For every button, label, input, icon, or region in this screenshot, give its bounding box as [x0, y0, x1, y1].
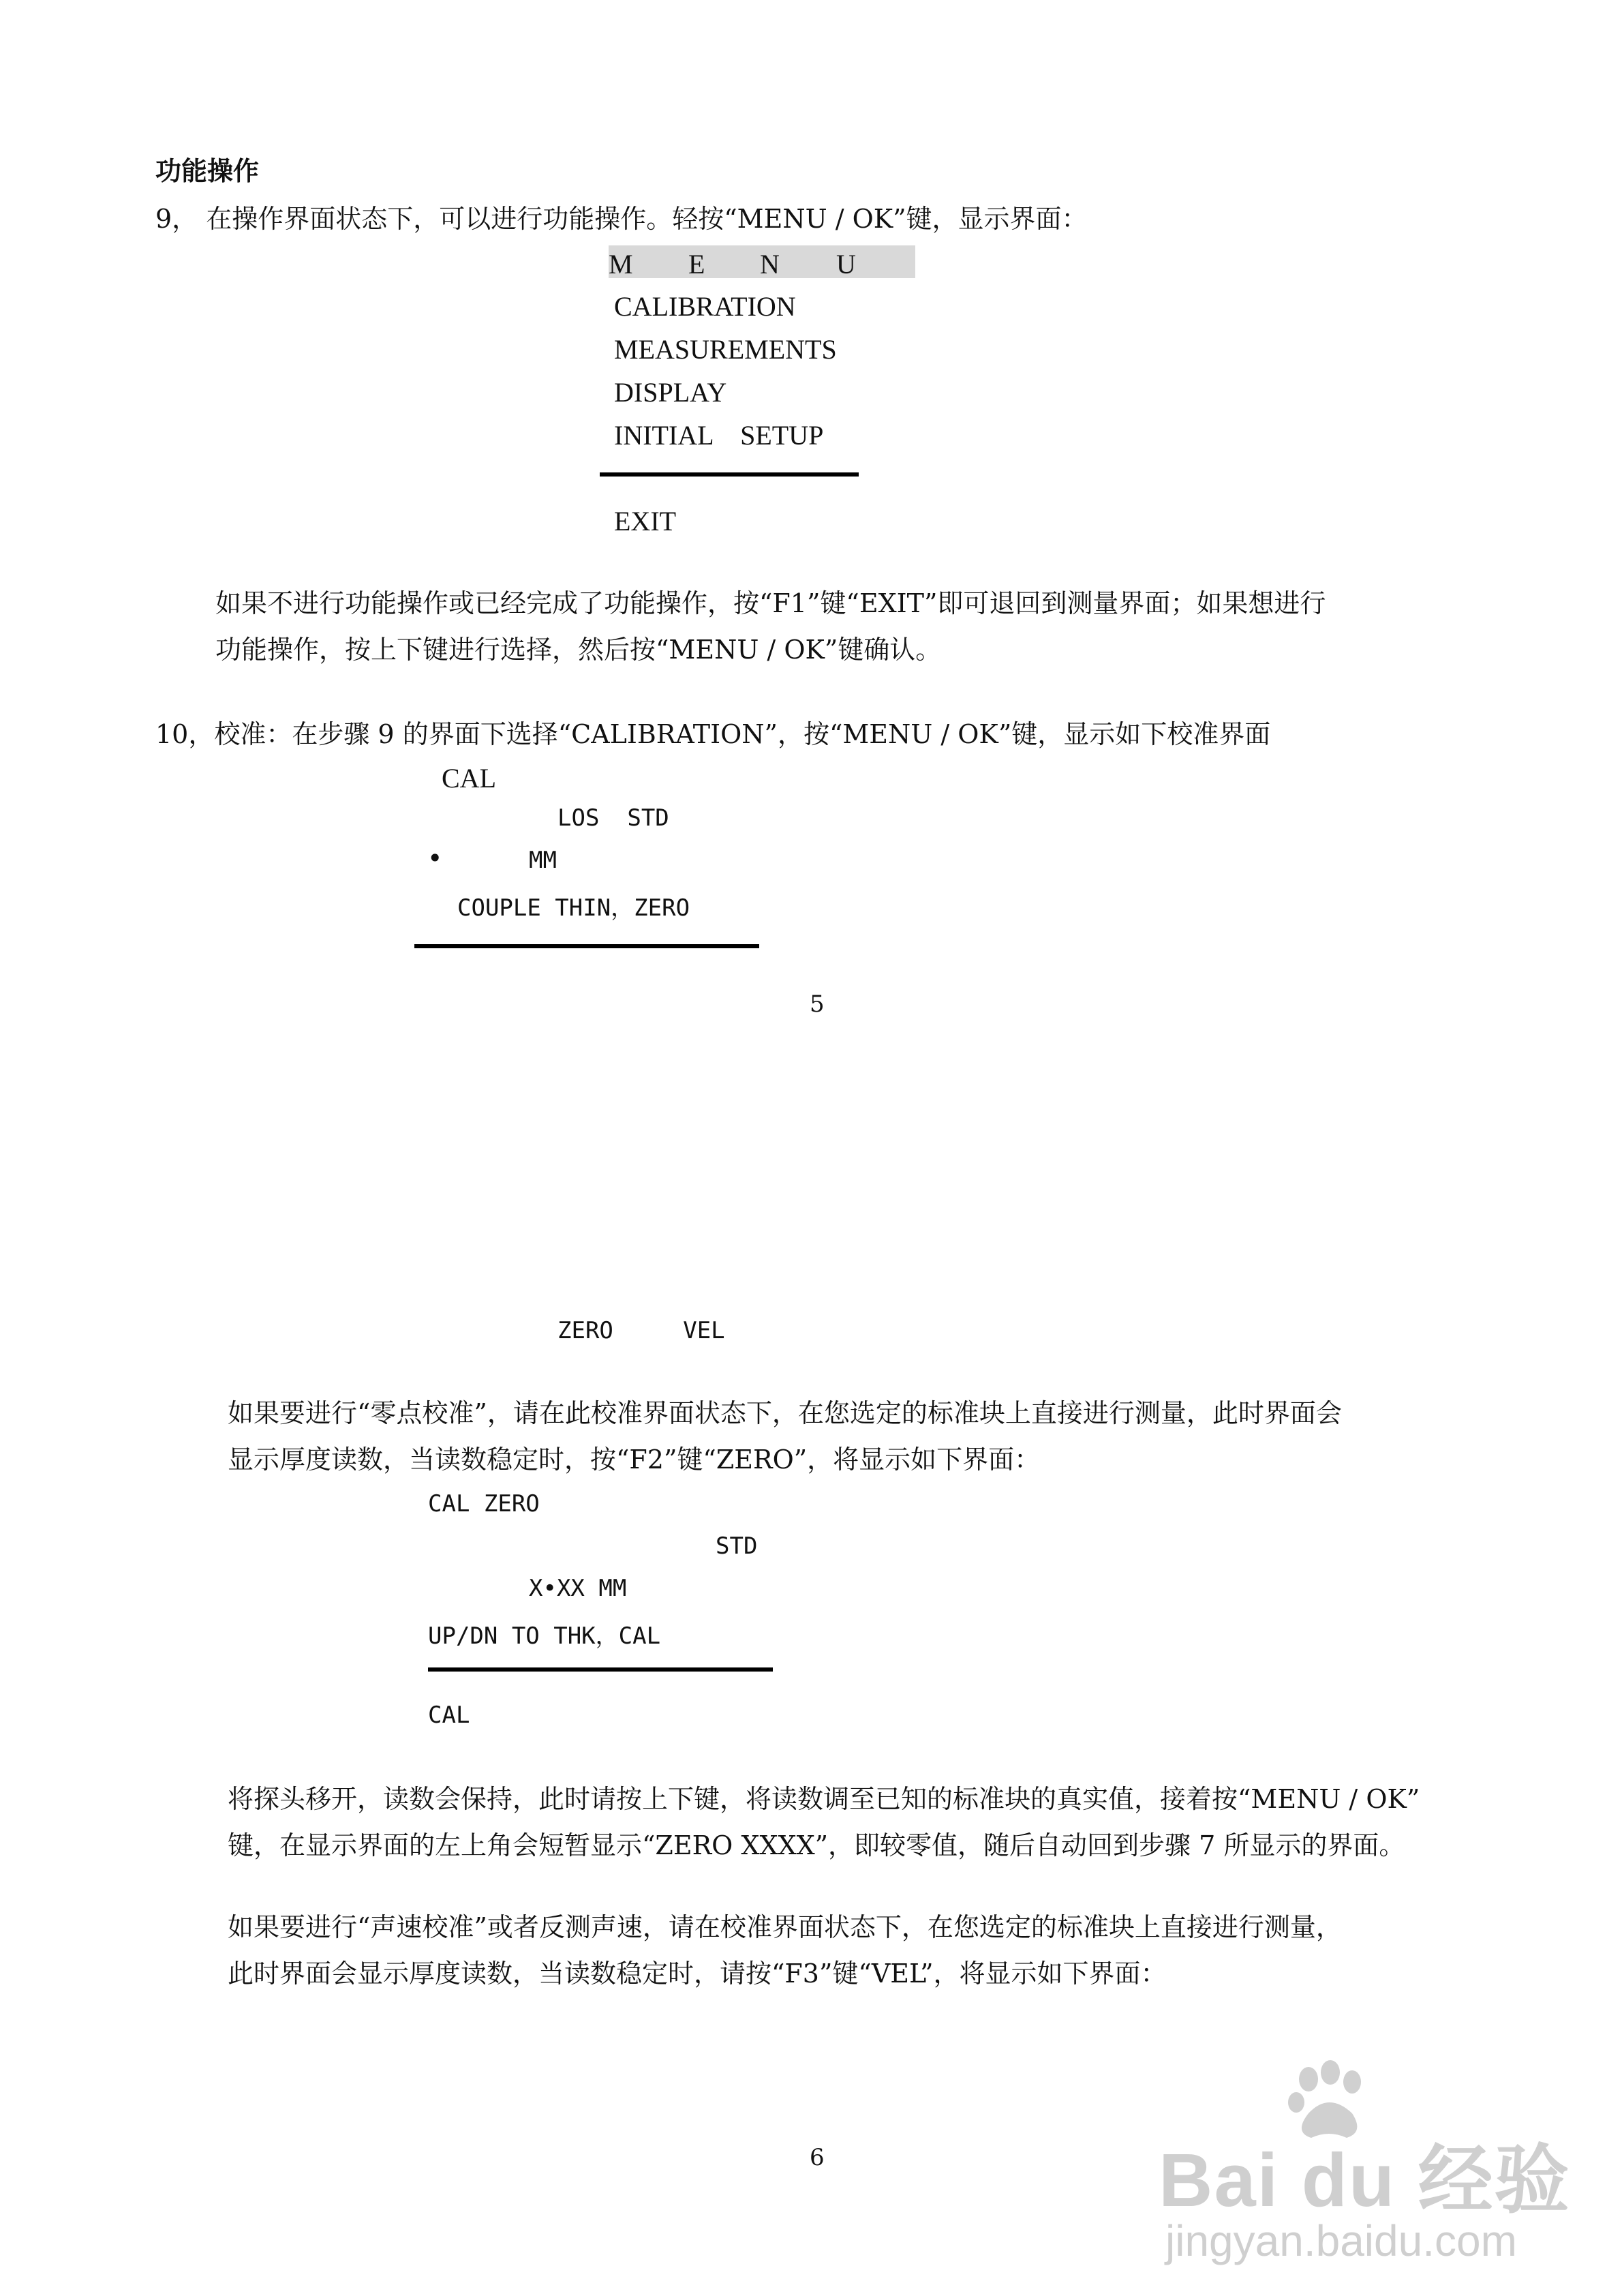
probe-paragraph-line1: 将探头移开，读数会保持，此时请按上下键，将读数调至已知的标准块的真实值，接着按“MENU / OK”	[228, 1784, 1420, 1814]
menu-item-measurements[interactable]: MEASUREMENTS	[614, 334, 837, 365]
exit-paragraph-line1: 如果不进行功能操作或已经完成了功能操作，按“F1”键“EXIT”即可退回到测量界面；如果想进行	[215, 588, 1326, 618]
cal-zero-instruction: UP/DN TO THK，CAL	[428, 1622, 661, 1650]
cal-zero-std: STD	[716, 1532, 758, 1560]
menu-item-initial-setup[interactable]: INITIAL SETUP	[614, 420, 824, 451]
exit-paragraph-line2: 功能操作，按上下键进行选择，然后按“MENU / OK”键确认。	[215, 635, 942, 665]
vel-paragraph-line1: 如果要进行“声速校准”或者反测声速，请在校准界面状态下，在您选定的标准块上直接进行测量，	[228, 1912, 1342, 1942]
menu-item-calibration[interactable]: CALIBRATION	[614, 291, 796, 322]
zero-paragraph-line2: 显示厚度读数，当读数稳定时，按“F2”键“ZERO”，将显示如下界面：	[228, 1445, 1041, 1475]
cal-title: CAL	[442, 763, 496, 794]
cal-los-std: LOS STD	[557, 804, 669, 832]
vel-paragraph-line2: 此时界面会显示厚度读数，当读数稳定时，请按“F3”键“VEL”，将显示如下界面：	[228, 1959, 1167, 1989]
section-title: 功能操作	[155, 155, 260, 186]
cal-zero-title: CAL ZERO	[428, 1490, 540, 1517]
step-10-text: 10，校准：在步骤 9 的界面下选择“CALIBRATION”，按“MENU / OK”键，显示如下校准界面	[155, 719, 1271, 749]
probe-paragraph-line2: 键，在显示界面的左上角会短暂显示“ZERO XXXX”，即较零值，随后自动回到步骤 7 所显示的界面。	[228, 1830, 1405, 1860]
cal-unit-mm: MM	[529, 847, 557, 874]
menu-header-letter: U	[836, 249, 856, 280]
page-number-6: 6	[810, 2144, 825, 2171]
page-number-5: 5	[810, 991, 825, 1018]
cal-zero-reading: X•XX MM	[529, 1575, 627, 1602]
cal-zero-divider	[428, 1667, 773, 1672]
cal-softkeys: ZERO VEL	[557, 1317, 725, 1344]
menu-header-letter: N	[760, 249, 780, 280]
cal-divider	[414, 944, 759, 948]
menu-item-display[interactable]: DISPLAY	[614, 377, 727, 408]
cal-bullet: •	[427, 843, 443, 873]
menu-item-exit[interactable]: EXIT	[614, 506, 677, 537]
watermark-brand: Bai du 经验	[1159, 2139, 1571, 2222]
step-9-text: 9， 在操作界面状态下，可以进行功能操作。轻按“MENU / OK”键，显示界面：	[155, 204, 1088, 234]
menu-header-letter: E	[688, 249, 705, 280]
cal-status-line: COUPLE THIN，ZERO	[457, 894, 690, 922]
zero-paragraph-line1: 如果要进行“零点校准”，请在此校准界面状态下，在您选定的标准块上直接进行测量，此时界面会	[228, 1398, 1342, 1428]
menu-divider	[600, 472, 859, 477]
watermark-url: jingyan.baidu.com	[1165, 2216, 1517, 2265]
cal-zero-softkey: CAL	[428, 1702, 470, 1729]
menu-header-letter: M	[609, 249, 633, 280]
